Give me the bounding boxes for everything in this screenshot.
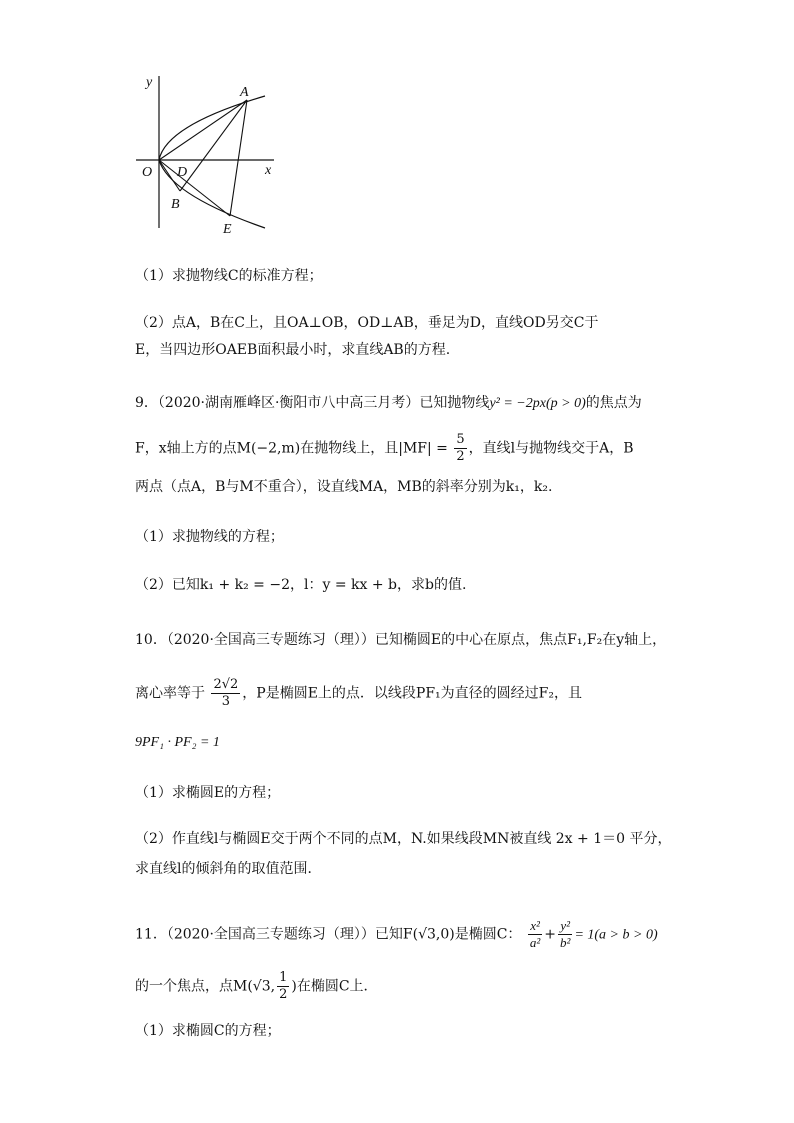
q11-m-num: 1 (279, 970, 288, 985)
q9-stem-tail: 的焦点为 (585, 395, 642, 411)
q11-y-fraction (558, 918, 572, 951)
q11-y2: y² (558, 918, 572, 935)
q11-part1: （1）求椭圆C的方程； (135, 1023, 281, 1039)
q9-stem-point: F，x轴上方的点M(−2,m)在抛物线上，且|MF| = (135, 440, 448, 457)
q10-part1: （1）求椭圆E的方程； (135, 785, 281, 801)
q11-b2: b² (560, 935, 571, 950)
q10-ecc-fraction (211, 677, 240, 710)
label-D: D (177, 165, 188, 180)
q9-mf-num: 5 (456, 432, 465, 447)
q9-source: 9．（2020·湖南雁峰区·衡阳市八中高三月考）已知抛物线 (135, 395, 490, 411)
label-O: O (142, 165, 153, 180)
q9-stem-line-l: ，直线l与抛物线交于A，B (468, 440, 634, 457)
label-B: B (171, 197, 180, 212)
label-y: y (146, 75, 153, 90)
q11-point-tail: )在椭圆C上． (291, 978, 378, 995)
q9-part2: （2）已知k₁ + k₂ = −2，l：y = kx + b，求b的值. (135, 577, 467, 593)
q9-part1: （1）求抛物线的方程； (135, 529, 284, 545)
q10-part2-line1: （2）作直线l与椭圆E交于两个不同的点M，N.如果线段MN被直线 2x + 1＝0 平分， (135, 831, 672, 847)
q9-stem-line3: 两点（点A，B与M不重合），设直线MA，MB的斜率分别为k₁，k₂. (135, 479, 553, 495)
q8-part2-line1: （2）点A，B在C上，且OA⊥OB，OD⊥AB，垂足为D，直线OD另交C于 (135, 315, 599, 331)
label-A: A (240, 85, 249, 100)
q10-ecc-den: 3 (221, 694, 230, 709)
q8-part2-line2: E，当四边形OAEB面积最小时，求直线AB的方程. (135, 342, 451, 358)
q11-point-label: 的一个焦点，点M(√3, (135, 978, 276, 995)
segment-AE (230, 100, 247, 216)
q8-part1: （1）求抛物线C的标准方程； (135, 268, 323, 284)
q9-stem-line1 (135, 393, 642, 414)
q10-part2-line2: 求直线l的倾斜角的取值范围． (135, 861, 322, 877)
label-x: x (265, 163, 272, 178)
q9-mf-den: 2 (456, 449, 465, 464)
q11-x-fraction (528, 918, 542, 951)
segment-OE (159, 160, 230, 216)
q9-stem-line2 (135, 432, 634, 465)
q11-x2: x² (528, 918, 542, 935)
q11-stem-line2 (135, 970, 378, 1003)
segment-OA (159, 100, 247, 160)
q9-parabola-eq: y² = −2px(p > 0) (489, 396, 586, 411)
q10-ecc-num: 2√2 (213, 677, 239, 692)
q10-stem-line1: 10．（2020·全国高三专题练习（理））已知椭圆E的中心在原点，焦点F₁,F₂在y轴上， (135, 632, 667, 648)
parabola-curve-lower (159, 160, 265, 228)
q10-ecc-label: 离心率等于 (135, 685, 205, 702)
parabola-figure (128, 70, 278, 240)
parabola-curve (159, 96, 265, 160)
q11-m-den: 2 (279, 987, 288, 1002)
q9-mf-fraction (454, 432, 466, 465)
q10-stem-line2 (135, 677, 582, 710)
q11-a2: a² (529, 935, 541, 950)
label-E: E (223, 222, 232, 237)
q11-ellipse-rhs: = 1(a > b > 0) (574, 927, 658, 943)
q10-vector-eq: 9PF₁ · PF₂ = 1 (135, 735, 220, 750)
q10-stem-circle: ，P是椭圆E上的点．以线段PF₁为直径的圆经过F₂，且 (242, 685, 582, 702)
q11-stem-line1: 11．（2020·全国高三专题练习（理））已知F(√3,0)是椭圆C： $\frac{\text{x²}}{\text{a²}}$ + $\frac{\text{y²}}{\text{b²}}$ = 1(a > b > 0) (135, 918, 658, 950)
q11-m-fraction (277, 970, 289, 1003)
q11-source: 11．（2020·全国高三专题练习（理））已知F(√3,0)是椭圆C： (135, 926, 522, 943)
